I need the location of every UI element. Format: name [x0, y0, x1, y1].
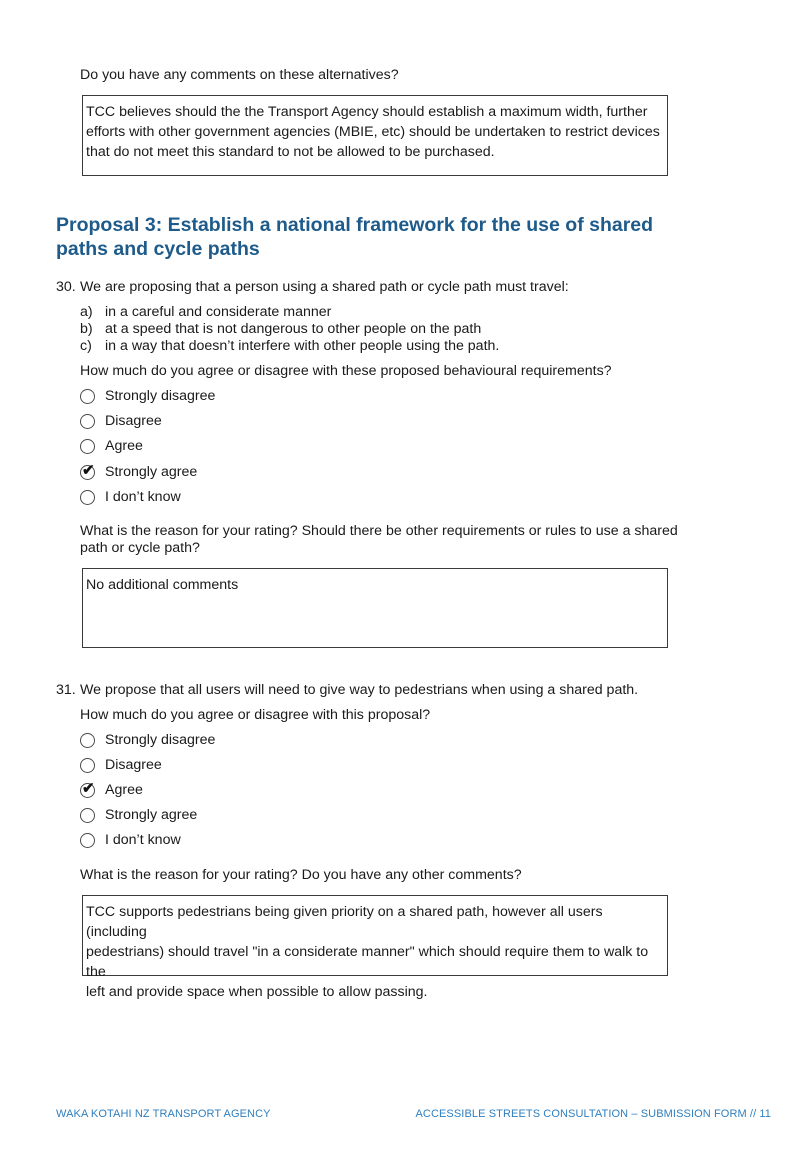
- sub-item-letter: b): [80, 321, 93, 337]
- answer-line: TCC supports pedestrians being given priority on a shared path, however all users (including: [86, 904, 603, 940]
- reason-prompt: What is the reason for your rating? Should there be other requirements or rules to use a shared: [80, 523, 678, 539]
- answer-line: that do not meet this standard to not be allowed to be purchased.: [86, 144, 495, 160]
- q30-reason-textarea[interactable]: [82, 568, 668, 648]
- footer-agency: WAKA KOTAHI NZ TRANSPORT AGENCY: [56, 1108, 271, 1120]
- sub-item-letter: c): [80, 338, 92, 354]
- radio-circle-icon[interactable]: [80, 389, 95, 404]
- rating-prompt: How much do you agree or disagree with these proposed behavioural requirements?: [80, 363, 612, 379]
- check-mark-icon: ✔: [82, 461, 95, 479]
- reason-prompt: path or cycle path?: [80, 540, 200, 556]
- radio-circle-icon[interactable]: [80, 833, 95, 848]
- option-label: Strongly agree: [105, 807, 198, 823]
- option-label: Agree: [105, 782, 143, 798]
- answer-line: left and provide space when possible to allow passing.: [86, 984, 428, 1000]
- q30-option-strongly-disagree[interactable]: [80, 386, 215, 406]
- option-label: Agree: [105, 438, 143, 454]
- option-label: Strongly disagree: [105, 388, 216, 404]
- proposal-heading: [56, 214, 696, 261]
- sub-item-letter: a): [80, 304, 93, 320]
- option-label: Strongly disagree: [105, 732, 216, 748]
- radio-circle-icon[interactable]: [80, 733, 95, 748]
- answer-line: No additional comments: [86, 577, 239, 593]
- question-number: 30.: [56, 279, 76, 295]
- reason-prompt: What is the reason for your rating? Do you have any other comments?: [80, 867, 522, 883]
- q31-option-strongly-agree[interactable]: [80, 805, 197, 825]
- option-label: Strongly agree: [105, 464, 198, 480]
- option-label: I don’t know: [105, 832, 181, 848]
- option-label: I don’t know: [105, 489, 181, 505]
- q31-option-strongly-disagree[interactable]: [80, 730, 215, 750]
- question-number: 31.: [56, 682, 76, 698]
- q31-option-dont-know[interactable]: [80, 830, 181, 850]
- answer-line: efforts with other government agencies (MBIE, etc) should be undertaken to restrict devices: [86, 124, 660, 140]
- q30-option-agree[interactable]: [80, 436, 143, 456]
- question-text: We are proposing that a person using a shared path or cycle path must travel:: [80, 279, 569, 295]
- radio-circle-icon[interactable]: [80, 808, 95, 823]
- sub-item-text: in a careful and considerate manner: [105, 304, 332, 320]
- prev-question-prompt: Do you have any comments on these alternatives?: [80, 67, 399, 83]
- prev-comments-textarea[interactable]: [82, 95, 668, 176]
- radio-circle-icon[interactable]: [80, 439, 95, 454]
- option-label: Disagree: [105, 413, 162, 429]
- q30-option-strongly-agree[interactable]: [80, 462, 197, 482]
- q31-option-agree[interactable]: [80, 780, 143, 800]
- radio-circle-icon[interactable]: [80, 414, 95, 429]
- radio-circle-icon[interactable]: [80, 779, 95, 798]
- radio-circle-icon[interactable]: [80, 461, 95, 480]
- sub-item-text: in a way that doesn’t interfere with other people using the path.: [105, 338, 500, 354]
- heading-line: paths and cycle paths: [56, 237, 260, 260]
- rating-prompt: How much do you agree or disagree with this proposal?: [80, 707, 431, 723]
- q30-option-dont-know[interactable]: [80, 487, 181, 507]
- option-label: Disagree: [105, 757, 162, 773]
- answer-line: TCC believes should the the Transport Agency should establish a maximum width, further: [86, 104, 648, 120]
- q31-option-disagree[interactable]: [80, 755, 162, 775]
- check-mark-icon: ✔: [82, 779, 95, 797]
- q31-reason-textarea[interactable]: [82, 895, 668, 1000]
- heading-line: Proposal 3: Establish a national framework for the use of shared: [56, 214, 654, 236]
- sub-item-text: at a speed that is not dangerous to other people on the path: [105, 321, 482, 337]
- question-text: We propose that all users will need to give way to pedestrians when using a shared path.: [80, 682, 639, 698]
- radio-circle-icon[interactable]: [80, 490, 95, 505]
- radio-circle-icon[interactable]: [80, 758, 95, 773]
- q30-option-disagree[interactable]: [80, 411, 162, 431]
- footer-page-label: ACCESSIBLE STREETS CONSULTATION – SUBMISSION FORM // 11: [415, 1108, 771, 1120]
- answer-line: pedestrians) should travel "in a considerate manner" which should require them to walk to the: [86, 944, 649, 980]
